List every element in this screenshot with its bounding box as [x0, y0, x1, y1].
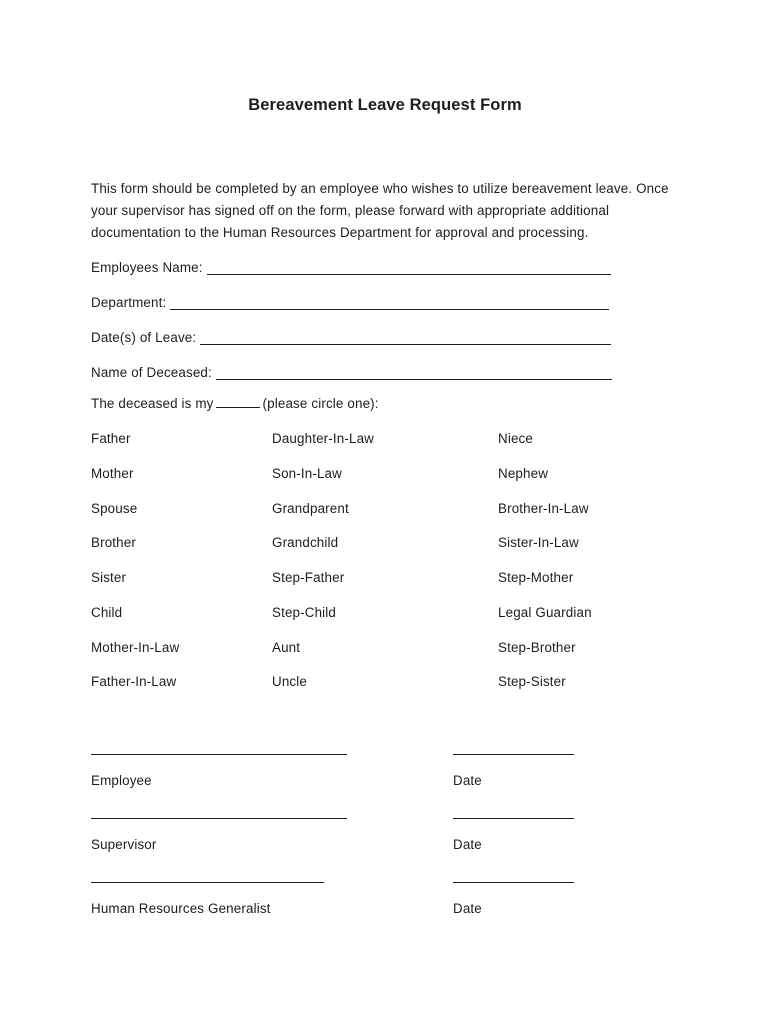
relationship-option[interactable]: Sister-In-Law — [498, 535, 579, 550]
hr-signature-line[interactable] — [91, 882, 324, 883]
relationship-option[interactable]: Mother-In-Law — [91, 640, 180, 655]
employee-name-label: Employees Name: — [91, 260, 203, 275]
relationship-prompt — [91, 396, 379, 411]
relationship-option[interactable]: Step-Child — [272, 605, 337, 620]
dates-of-leave-label: Date(s) of Leave: — [91, 330, 197, 345]
name-of-deceased-line[interactable] — [216, 366, 612, 380]
relationship-option[interactable]: Spouse — [91, 501, 138, 516]
relationship-option[interactable]: Niece — [498, 431, 533, 446]
name-of-deceased-label: Name of Deceased: — [91, 365, 212, 380]
relationship-option[interactable]: Mother — [91, 466, 134, 481]
dates-of-leave-line[interactable] — [200, 331, 611, 345]
supervisor-date-label: Date — [453, 837, 482, 852]
relationship-option[interactable]: Legal Guardian — [498, 605, 592, 620]
relationship-option[interactable]: Sister — [91, 570, 127, 585]
relationship-option[interactable]: Father-In-Law — [91, 674, 177, 689]
form-title: Bereavement Leave Request Form — [248, 96, 522, 114]
employee-signature-line[interactable] — [91, 754, 347, 755]
intro-line: This form should be completed by an employee who wishes to utilize bereavement leave. Once — [91, 181, 669, 196]
hr-date-line[interactable] — [453, 882, 574, 883]
relationship-option[interactable]: Brother-In-Law — [498, 501, 589, 516]
intro-line: your supervisor has signed off on the form, please forward with appropriate additional — [91, 203, 610, 218]
relationship-prompt-after: (please circle one): — [262, 396, 379, 411]
department-label: Department: — [91, 295, 167, 310]
relationship-option[interactable]: Nephew — [498, 466, 549, 481]
relationship-option[interactable]: Step-Brother — [498, 640, 576, 655]
hr-signature-label: Human Resources Generalist — [91, 901, 271, 916]
supervisor-signature-label: Supervisor — [91, 837, 157, 852]
supervisor-signature-line[interactable] — [91, 818, 347, 819]
dates-of-leave-field — [91, 327, 611, 345]
relationship-option[interactable]: Brother — [91, 535, 136, 550]
relationship-option[interactable]: Step-Sister — [498, 674, 566, 689]
intro-line: documentation to the Human Resources Department for approval and processing. — [91, 225, 589, 240]
employee-name-field — [91, 257, 611, 275]
intro-paragraph — [91, 178, 701, 244]
employee-name-line[interactable] — [207, 261, 611, 275]
relationship-option[interactable]: Father — [91, 431, 131, 446]
relationship-option[interactable]: Aunt — [272, 640, 301, 655]
department-field — [91, 292, 609, 310]
supervisor-date-line[interactable] — [453, 818, 574, 819]
relationship-blank-line[interactable] — [216, 396, 260, 408]
hr-date-label: Date — [453, 901, 482, 916]
employee-date-label: Date — [453, 773, 482, 788]
relationship-option[interactable]: Grandchild — [272, 535, 339, 550]
employee-date-line[interactable] — [453, 754, 574, 755]
department-line[interactable] — [170, 296, 609, 310]
relationship-option[interactable]: Uncle — [272, 674, 307, 689]
relationship-option[interactable]: Son-In-Law — [272, 466, 342, 481]
employee-signature-label: Employee — [91, 773, 152, 788]
name-of-deceased-field — [91, 362, 612, 380]
relationship-prompt-before: The deceased is my — [91, 396, 214, 411]
relationship-option[interactable]: Child — [91, 605, 123, 620]
relationship-option[interactable]: Step-Father — [272, 570, 345, 585]
relationship-option[interactable]: Daughter-In-Law — [272, 431, 374, 446]
relationship-option[interactable]: Grandparent — [272, 501, 349, 516]
relationship-option[interactable]: Step-Mother — [498, 570, 574, 585]
